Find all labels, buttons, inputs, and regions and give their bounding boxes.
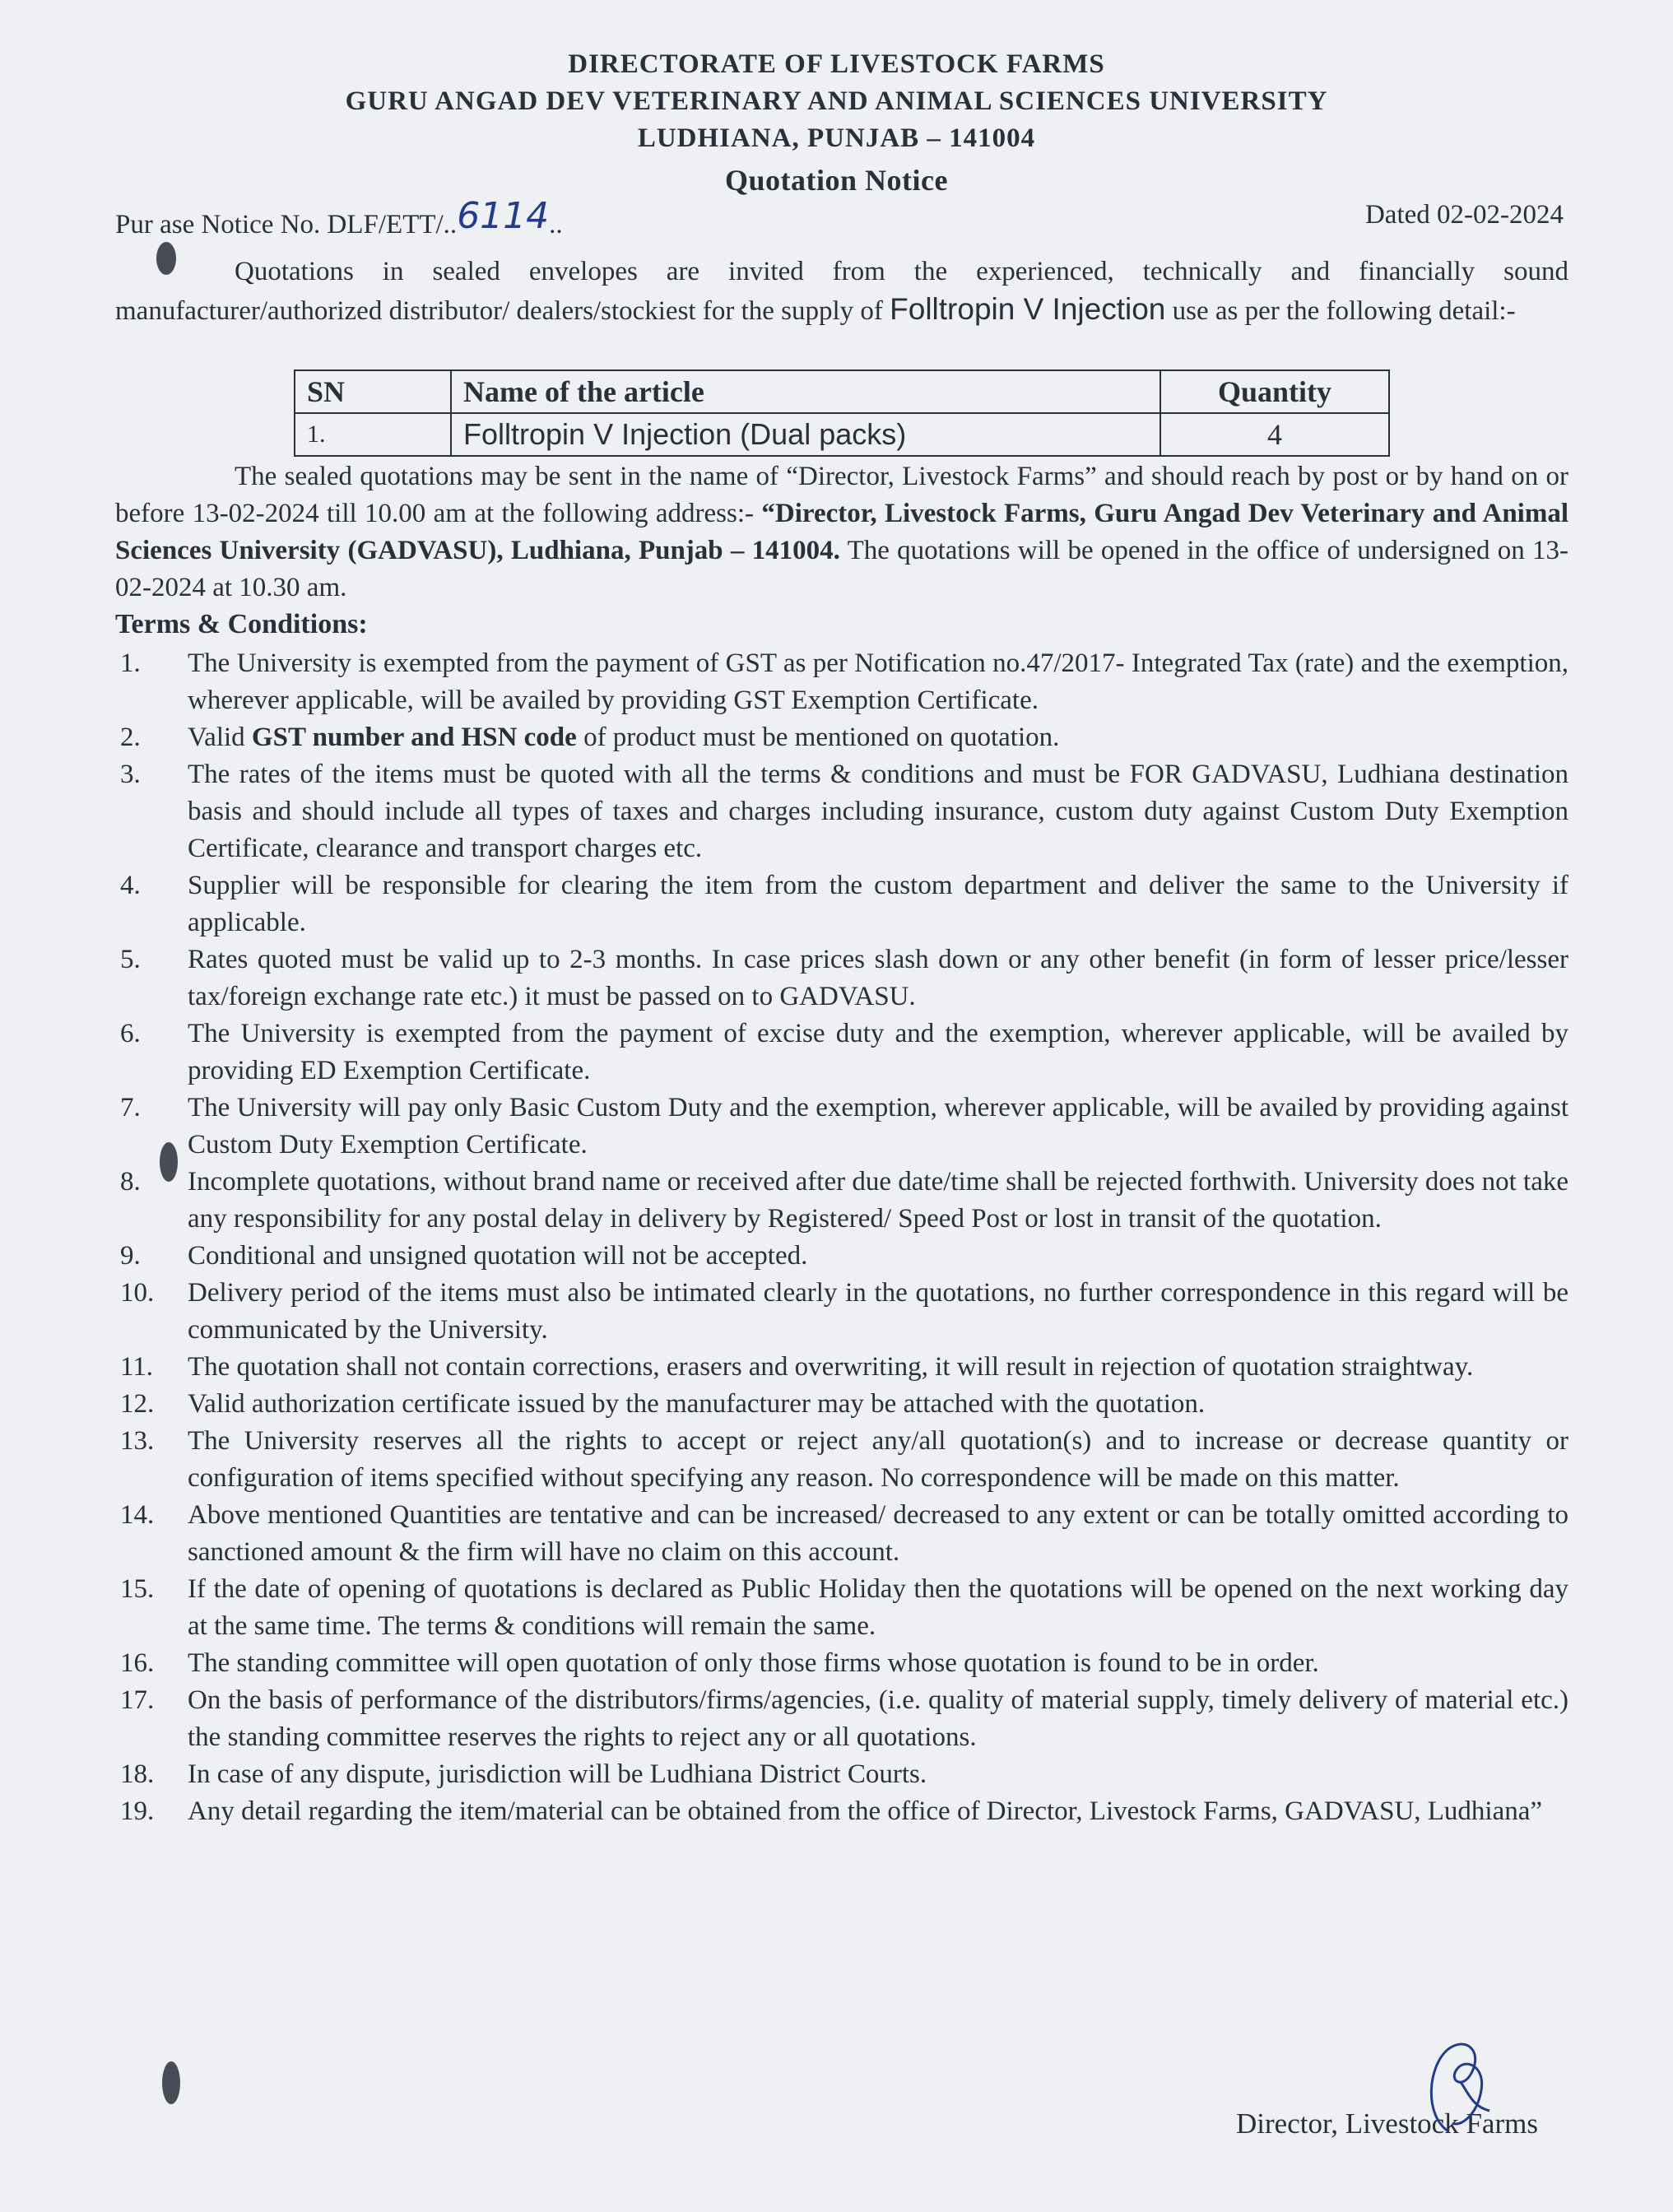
term-number: 16. bbox=[120, 1648, 155, 1678]
term-text bbox=[188, 1238, 1568, 1275]
term-text-part: The University is exempted from the payment of GST as per Notification no.47/2017- Integrated Tax (rate) and the exemption, wherever applicable, will be availed by providing GST Exemption Certificate. bbox=[188, 648, 1568, 715]
term-text-part: Delivery period of the items must also be intimated clearly in the quotations, no further correspondence in this regard will be communicated by the University. bbox=[188, 1278, 1568, 1345]
term-text bbox=[188, 719, 1568, 756]
term-number: 4. bbox=[120, 871, 141, 900]
submission-text-before: The sealed quotations may be sent in the name of “Director, Livestock Farms” and should reach by post or by hand on or before 13-02-2024 till 10.00 am at the following address:- bbox=[115, 462, 1568, 528]
term-text-part: Supplier will be responsible for clearing the item from the custom department and deliver the same to the University if applicable. bbox=[188, 871, 1568, 937]
ink-blot-icon bbox=[146, 234, 188, 283]
term-item bbox=[115, 1015, 1568, 1090]
header-directorate: DIRECTORATE OF LIVESTOCK FARMS bbox=[568, 49, 1105, 79]
term-text bbox=[188, 1275, 1568, 1349]
term-number: 15. bbox=[120, 1574, 155, 1604]
term-text bbox=[188, 756, 1568, 867]
term-item bbox=[115, 1645, 1568, 1682]
intro-article-name: Folltropin V Injection bbox=[890, 292, 1166, 326]
items-table-header-row bbox=[295, 370, 1389, 413]
term-number: 18. bbox=[120, 1759, 155, 1789]
column-header-sn: SN bbox=[295, 370, 451, 413]
submission-paragraph bbox=[115, 458, 1568, 606]
term-item bbox=[115, 1571, 1568, 1645]
notice-date: Dated 02-02-2024 bbox=[1364, 200, 1564, 230]
term-number: 17. bbox=[120, 1685, 155, 1715]
column-header-quantity: Quantity bbox=[1160, 370, 1389, 413]
submission-address: “Director, Livestock Farms, Guru Angad Dev Veterinary and Animal Sciences University (GADVASU), Ludhiana, Punjab – 141004. bbox=[115, 499, 1568, 565]
term-number: 14. bbox=[120, 1500, 155, 1530]
term-text-bold: GST number and HSN code bbox=[251, 723, 577, 752]
document-title: Quotation Notice bbox=[725, 164, 948, 197]
term-item bbox=[115, 1386, 1568, 1423]
term-number: 11. bbox=[120, 1352, 154, 1382]
term-item bbox=[115, 645, 1568, 719]
term-text-part: In case of any dispute, jurisdiction will be Ludhiana District Courts. bbox=[188, 1759, 927, 1789]
term-text-part: On the basis of performance of the distributors/firms/agencies, (i.e. quality of material supply, timely delivery of material etc.) the standing committee reserves the rights to reject any or all quotations. bbox=[188, 1685, 1568, 1752]
submission-text-after: The quotations will be opened in the office of undersigned on 13-02-2024 at 10.30 am. bbox=[115, 536, 1568, 602]
term-text-part: Conditional and unsigned quotation will not be accepted. bbox=[188, 1241, 808, 1271]
term-text bbox=[188, 1423, 1568, 1497]
term-number: 5. bbox=[120, 945, 141, 974]
term-item bbox=[115, 1349, 1568, 1386]
term-number: 9. bbox=[120, 1241, 141, 1271]
term-text bbox=[188, 1645, 1568, 1682]
cell-article: Folltropin V Injection (Dual packs) bbox=[451, 413, 1160, 456]
ink-blot-icon bbox=[152, 2053, 193, 2119]
term-text bbox=[188, 1164, 1568, 1238]
notice-suffix: .. bbox=[549, 210, 563, 239]
term-item bbox=[115, 1756, 1568, 1793]
terms-heading: Terms & Conditions: bbox=[115, 609, 368, 639]
term-text-part: The University will pay only Basic Custom Duty and the exemption, wherever applicable, will be availed by providing against Custom Duty Exemption Certificate. bbox=[188, 1093, 1568, 1159]
term-number: 19. bbox=[120, 1796, 155, 1826]
term-text bbox=[188, 645, 1568, 719]
notice-line bbox=[115, 195, 1564, 242]
term-text-part: The University is exempted from the payment of excise duty and the exemption, wherever applicable, will be availed by providing ED Exemption Certificate. bbox=[188, 1019, 1568, 1085]
term-text bbox=[188, 1349, 1568, 1386]
term-text bbox=[188, 1756, 1568, 1793]
term-number: 8. bbox=[120, 1167, 141, 1197]
term-text bbox=[188, 1682, 1568, 1756]
term-text bbox=[188, 1090, 1568, 1164]
handwritten-notice-number: 6114 bbox=[457, 195, 550, 237]
term-number: 7. bbox=[120, 1093, 141, 1122]
term-text bbox=[188, 941, 1568, 1015]
term-item bbox=[115, 719, 1568, 756]
term-text-part: Valid authorization certificate issued by the manufacturer may be attached with the quotation. bbox=[188, 1389, 1206, 1419]
term-text-part: The rates of the items must be quoted with all the terms & conditions and must be FOR GADVASU, Ludhiana destination basis and should include all types of taxes and charges including insurance, custom duty against Custom Duty Exemption Certificate, clearance and transport charges etc. bbox=[188, 760, 1568, 863]
term-item bbox=[115, 1682, 1568, 1756]
term-text bbox=[188, 1571, 1568, 1645]
term-text-part: Above mentioned Quantities are tentative and can be increased/ decreased to any extent or can be totally omitted according to sanctioned amount & the firm will have no claim on this account. bbox=[188, 1500, 1568, 1567]
header-university: GURU ANGAD DEV VETERINARY AND ANIMAL SCIENCES UNIVERSITY bbox=[345, 86, 1328, 116]
term-text-part: Any detail regarding the item/material can be obtained from the office of Director, Livestock Farms, GADVASU, Ludhiana” bbox=[188, 1796, 1543, 1826]
term-text bbox=[188, 1386, 1568, 1423]
signature-label: Director, Livestock Farms bbox=[1236, 2107, 1538, 2140]
term-item bbox=[115, 1793, 1568, 1830]
term-number: 2. bbox=[120, 723, 141, 752]
terms-list bbox=[115, 645, 1568, 1830]
term-number: 6. bbox=[120, 1019, 141, 1048]
term-text bbox=[188, 1015, 1568, 1090]
term-text bbox=[188, 867, 1568, 941]
term-text-part: Rates quoted must be valid up to 2-3 months. In case prices slash down or any other benefit (in form of lesser price/lesser tax/foreign exchange rate etc.) it must be passed on to GADVASU. bbox=[188, 945, 1568, 1011]
term-number: 1. bbox=[120, 648, 141, 678]
header-address: LUDHIANA, PUNJAB – 141004 bbox=[637, 123, 1036, 153]
term-item bbox=[115, 1238, 1568, 1275]
notice-prefix: Pur ase Notice No. DLF/ETT/.. bbox=[115, 210, 458, 239]
column-header-article: Name of the article bbox=[451, 370, 1160, 413]
term-item bbox=[115, 1497, 1568, 1571]
term-text-part: The University reserves all the rights to accept or reject any/all quotation(s) and to increase or decrease quantity or configuration of items specified without specifying any reason. No correspondence will be made on this matter. bbox=[188, 1426, 1568, 1493]
term-item bbox=[115, 756, 1568, 867]
term-text-part: Incomplete quotations, without brand name or received after due date/time shall be rejected forthwith. University does not take any responsibility for any postal delay in delivery by Registered/ Speed Post or lost in transit of the quotation. bbox=[188, 1167, 1568, 1234]
intro-text-before: Quotations in sealed envelopes are invited from the experienced, technically and financially sound manufacturer/authorized distributor/ dealers/stockiest for the supply of bbox=[115, 257, 1568, 326]
intro-paragraph bbox=[115, 253, 1568, 330]
term-text-part: The quotation shall not contain corrections, erasers and overwriting, it will result in rejection of quotation straightway. bbox=[188, 1352, 1474, 1382]
term-text-part: Valid bbox=[188, 723, 252, 752]
ink-blot-icon bbox=[148, 1136, 189, 1193]
term-item bbox=[115, 941, 1568, 1015]
term-number: 10. bbox=[120, 1278, 155, 1308]
term-text-part: If the date of opening of quotations is declared as Public Holiday then the quotations will be opened on the next working day at the same time. The terms & conditions will remain the same. bbox=[188, 1574, 1568, 1641]
handwritten-signature-icon bbox=[1415, 2033, 1506, 2140]
cell-quantity: 4 bbox=[1160, 413, 1389, 456]
term-number: 13. bbox=[120, 1426, 155, 1456]
items-table bbox=[294, 369, 1390, 457]
term-text bbox=[188, 1497, 1568, 1571]
term-number: 3. bbox=[120, 760, 141, 789]
term-item bbox=[115, 1090, 1568, 1164]
term-item bbox=[115, 1275, 1568, 1349]
term-item bbox=[115, 867, 1568, 941]
cell-sn: 1. bbox=[295, 413, 451, 456]
term-item bbox=[115, 1164, 1568, 1238]
term-text-part: of product must be mentioned on quotation. bbox=[576, 723, 1060, 752]
table-row bbox=[295, 413, 1389, 456]
intro-text-after: use as per the following detail:- bbox=[1172, 296, 1516, 326]
term-text-part: The standing committee will open quotation of only those firms whose quotation is found to be in order. bbox=[188, 1648, 1319, 1678]
term-text bbox=[188, 1793, 1568, 1830]
term-number: 12. bbox=[120, 1389, 155, 1419]
term-item bbox=[115, 1423, 1568, 1497]
